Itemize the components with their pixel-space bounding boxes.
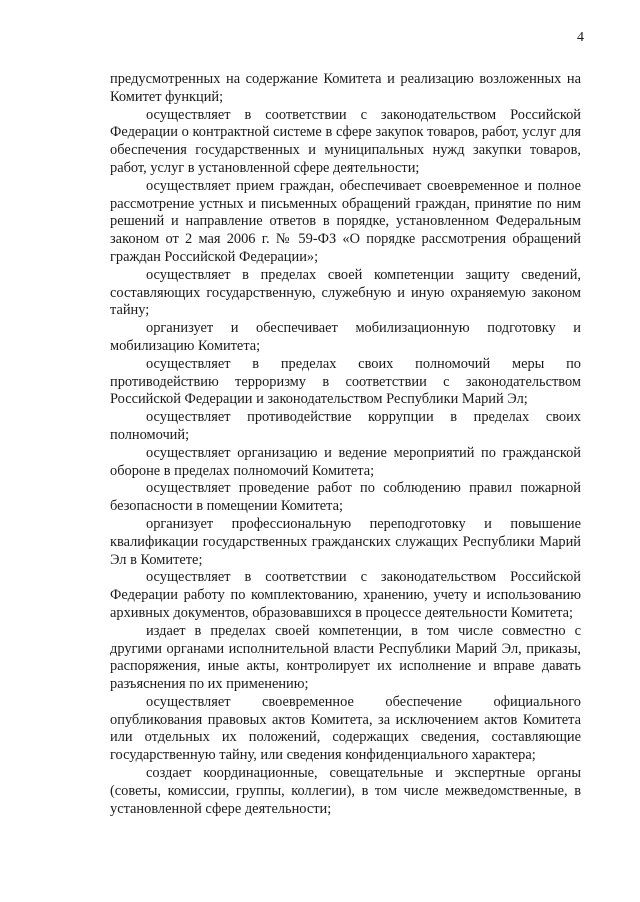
paragraph-anti-corruption: осуществляет противодействие коррупции в пределах своих полномочий; [110, 409, 581, 443]
paragraph-counter-terrorism: осуществляет в пределах своих полномочий меры по противодействию терроризму в соответствии с законодательством Российской Федерации и законодательством Республики Марий Эл; [110, 355, 581, 408]
paragraph-civil-defense: осуществляет организацию и ведение мероприятий по гражданской обороне в пределах полномочий Комитета; [110, 444, 581, 479]
paragraph-staff-training: организует профессиональную переподготовку и повышение квалификации государственных гражданских служащих Республики Марий Эл в Комитете; [110, 515, 581, 568]
paragraph-advisory-bodies: создает координационные, совещательные и экспертные органы (советы, комиссии, группы, коллегии), в том числе межведомственные, в установленной сфере деятельности; [110, 765, 581, 817]
paragraph-archives: осуществляет в соответствии с законодательством Российской Федерации работу по комплектованию, хранению, учету и использованию архивных документов, образовавшихся в процессе деятельности Комитета; [110, 569, 581, 621]
paragraph-legal-acts: издает в пределах своей компетенции, в том числе совместно с другими органами исполнительной власти Республики Марий Эл, приказы, распоряжения, иные акты, контролирует их исполнение и вправе давать разъяснения по их применению; [110, 622, 581, 693]
paragraph-mobilization: организует и обеспечивает мобилизационную подготовку и мобилизацию Комитета; [110, 320, 581, 354]
paragraph-continuation: предусмотренных на содержание Комитета и реализацию возложенных на Комитет функций; [110, 71, 581, 105]
paragraph-citizen-appeals: осуществляет прием граждан, обеспечивает своевременное и полное рассмотрение устных и письменных обращений граждан, принятие по ним решений и направление ответов в порядке, установленном Федеральным законом от 2 мая 2006 г. № 59-ФЗ «О порядке рассмотрения обращений граждан Российской Федерации»; [110, 177, 581, 265]
paragraph-procurement: осуществляет в соответствии с законодательством Российской Федерации о контрактной системе в сфере закупок товаров, работ, услуг для обеспечения государственных и муниципальных нужд закупки товаров, работ, услуг в установленной сфере деятельности; [110, 106, 581, 176]
paragraph-publication: осуществляет своевременное обеспечение официального опубликования правовых актов Комитета, за исключением актов Комитета или отдельных их положений, содержащих сведения, составляющие государственную тайну, или сведения конфиденциального характера; [110, 693, 581, 764]
document-body [110, 71, 581, 818]
page-number: 4 [577, 30, 584, 45]
paragraph-fire-safety: осуществляет проведение работ по соблюдению правил пожарной безопасности в помещении Комитета; [110, 480, 581, 515]
paragraph-secret-protection: осуществляет в пределах своей компетенции защиту сведений, составляющих государственную, служебную и иную охраняемую законом тайну; [110, 266, 581, 319]
